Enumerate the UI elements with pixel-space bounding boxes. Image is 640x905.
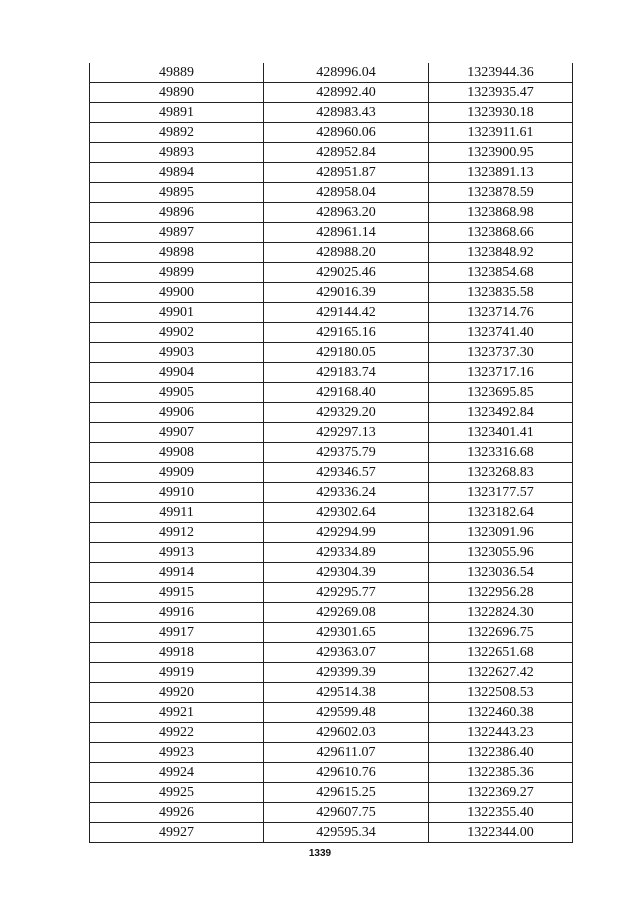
table-body bbox=[90, 63, 573, 843]
x-coordinate-cell: 428960.06 bbox=[264, 123, 429, 143]
point-id-cell: 49906 bbox=[90, 403, 264, 423]
point-id-cell: 49892 bbox=[90, 123, 264, 143]
table-row bbox=[90, 303, 573, 323]
x-coordinate-cell: 429346.57 bbox=[264, 463, 429, 483]
x-coordinate-cell: 428963.20 bbox=[264, 203, 429, 223]
point-id-cell: 49895 bbox=[90, 183, 264, 203]
x-coordinate-cell: 429297.13 bbox=[264, 423, 429, 443]
table-row bbox=[90, 723, 573, 743]
point-id-cell: 49925 bbox=[90, 783, 264, 803]
point-id-cell: 49902 bbox=[90, 323, 264, 343]
y-coordinate-cell: 1323878.59 bbox=[429, 183, 573, 203]
point-id-cell: 49927 bbox=[90, 823, 264, 843]
x-coordinate-cell: 429304.39 bbox=[264, 563, 429, 583]
table-row bbox=[90, 103, 573, 123]
table-row bbox=[90, 483, 573, 503]
table-row bbox=[90, 703, 573, 723]
x-coordinate-cell: 428958.04 bbox=[264, 183, 429, 203]
x-coordinate-cell: 429514.38 bbox=[264, 683, 429, 703]
y-coordinate-cell: 1323401.41 bbox=[429, 423, 573, 443]
table-row bbox=[90, 563, 573, 583]
x-coordinate-cell: 429610.76 bbox=[264, 763, 429, 783]
y-coordinate-cell: 1323055.96 bbox=[429, 543, 573, 563]
table-row bbox=[90, 743, 573, 763]
x-coordinate-cell: 429595.34 bbox=[264, 823, 429, 843]
table-row bbox=[90, 63, 573, 83]
x-coordinate-cell: 429607.75 bbox=[264, 803, 429, 823]
x-coordinate-cell: 429180.05 bbox=[264, 343, 429, 363]
page-number: 1339 bbox=[308, 848, 332, 859]
point-id-cell: 49916 bbox=[90, 603, 264, 623]
y-coordinate-cell: 1323268.83 bbox=[429, 463, 573, 483]
point-id-cell: 49913 bbox=[90, 543, 264, 563]
table-row bbox=[90, 183, 573, 203]
x-coordinate-cell: 429363.07 bbox=[264, 643, 429, 663]
y-coordinate-cell: 1323091.96 bbox=[429, 523, 573, 543]
y-coordinate-cell: 1323944.36 bbox=[429, 63, 573, 83]
point-id-cell: 49907 bbox=[90, 423, 264, 443]
y-coordinate-cell: 1322824.30 bbox=[429, 603, 573, 623]
point-id-cell: 49923 bbox=[90, 743, 264, 763]
y-coordinate-cell: 1322369.27 bbox=[429, 783, 573, 803]
point-id-cell: 49900 bbox=[90, 283, 264, 303]
table-row bbox=[90, 623, 573, 643]
x-coordinate-cell: 429336.24 bbox=[264, 483, 429, 503]
point-id-cell: 49921 bbox=[90, 703, 264, 723]
x-coordinate-cell: 428952.84 bbox=[264, 143, 429, 163]
y-coordinate-cell: 1322443.23 bbox=[429, 723, 573, 743]
x-coordinate-cell: 429334.89 bbox=[264, 543, 429, 563]
table-row bbox=[90, 763, 573, 783]
table-row bbox=[90, 503, 573, 523]
table-row bbox=[90, 423, 573, 443]
x-coordinate-cell: 429375.79 bbox=[264, 443, 429, 463]
y-coordinate-cell: 1322627.42 bbox=[429, 663, 573, 683]
table-row bbox=[90, 223, 573, 243]
table-row bbox=[90, 263, 573, 283]
x-coordinate-cell: 429025.46 bbox=[264, 263, 429, 283]
y-coordinate-cell: 1323036.54 bbox=[429, 563, 573, 583]
point-id-cell: 49911 bbox=[90, 503, 264, 523]
point-id-cell: 49903 bbox=[90, 343, 264, 363]
table-row bbox=[90, 343, 573, 363]
y-coordinate-cell: 1323316.68 bbox=[429, 443, 573, 463]
point-id-cell: 49919 bbox=[90, 663, 264, 683]
point-id-cell: 49898 bbox=[90, 243, 264, 263]
x-coordinate-cell: 429183.74 bbox=[264, 363, 429, 383]
y-coordinate-cell: 1323868.98 bbox=[429, 203, 573, 223]
table-row bbox=[90, 583, 573, 603]
y-coordinate-cell: 1323714.76 bbox=[429, 303, 573, 323]
point-id-cell: 49920 bbox=[90, 683, 264, 703]
table-row bbox=[90, 803, 573, 823]
table-row bbox=[90, 443, 573, 463]
y-coordinate-cell: 1323177.57 bbox=[429, 483, 573, 503]
table-row bbox=[90, 383, 573, 403]
table-row bbox=[90, 603, 573, 623]
table-row bbox=[90, 543, 573, 563]
table-row bbox=[90, 783, 573, 803]
y-coordinate-cell: 1322696.75 bbox=[429, 623, 573, 643]
y-coordinate-cell: 1323891.13 bbox=[429, 163, 573, 183]
point-id-cell: 49891 bbox=[90, 103, 264, 123]
point-id-cell: 49910 bbox=[90, 483, 264, 503]
y-coordinate-cell: 1323911.61 bbox=[429, 123, 573, 143]
point-id-cell: 49890 bbox=[90, 83, 264, 103]
y-coordinate-cell: 1323900.95 bbox=[429, 143, 573, 163]
table-row bbox=[90, 643, 573, 663]
x-coordinate-cell: 428961.14 bbox=[264, 223, 429, 243]
x-coordinate-cell: 428983.43 bbox=[264, 103, 429, 123]
y-coordinate-cell: 1323182.64 bbox=[429, 503, 573, 523]
x-coordinate-cell: 429016.39 bbox=[264, 283, 429, 303]
table-row bbox=[90, 823, 573, 843]
x-coordinate-cell: 429144.42 bbox=[264, 303, 429, 323]
x-coordinate-cell: 429329.20 bbox=[264, 403, 429, 423]
table-row bbox=[90, 683, 573, 703]
table-row bbox=[90, 163, 573, 183]
x-coordinate-cell: 429165.16 bbox=[264, 323, 429, 343]
point-id-cell: 49908 bbox=[90, 443, 264, 463]
y-coordinate-cell: 1322460.38 bbox=[429, 703, 573, 723]
point-id-cell: 49912 bbox=[90, 523, 264, 543]
x-coordinate-cell: 429615.25 bbox=[264, 783, 429, 803]
x-coordinate-cell: 429295.77 bbox=[264, 583, 429, 603]
y-coordinate-cell: 1323737.30 bbox=[429, 343, 573, 363]
point-id-cell: 49918 bbox=[90, 643, 264, 663]
table-row bbox=[90, 363, 573, 383]
y-coordinate-cell: 1322651.68 bbox=[429, 643, 573, 663]
table-row bbox=[90, 403, 573, 423]
point-id-cell: 49917 bbox=[90, 623, 264, 643]
point-id-cell: 49909 bbox=[90, 463, 264, 483]
point-id-cell: 49897 bbox=[90, 223, 264, 243]
y-coordinate-cell: 1323741.40 bbox=[429, 323, 573, 343]
y-coordinate-cell: 1322344.00 bbox=[429, 823, 573, 843]
x-coordinate-cell: 429294.99 bbox=[264, 523, 429, 543]
table-row bbox=[90, 143, 573, 163]
y-coordinate-cell: 1323935.47 bbox=[429, 83, 573, 103]
y-coordinate-cell: 1323492.84 bbox=[429, 403, 573, 423]
point-id-cell: 49889 bbox=[90, 63, 264, 83]
point-id-cell: 49924 bbox=[90, 763, 264, 783]
table-row bbox=[90, 283, 573, 303]
x-coordinate-cell: 429399.39 bbox=[264, 663, 429, 683]
table-row bbox=[90, 203, 573, 223]
point-id-cell: 49893 bbox=[90, 143, 264, 163]
table-row bbox=[90, 523, 573, 543]
point-id-cell: 49901 bbox=[90, 303, 264, 323]
y-coordinate-cell: 1322386.40 bbox=[429, 743, 573, 763]
table-row bbox=[90, 123, 573, 143]
x-coordinate-cell: 428988.20 bbox=[264, 243, 429, 263]
table-row bbox=[90, 663, 573, 683]
y-coordinate-cell: 1323717.16 bbox=[429, 363, 573, 383]
x-coordinate-cell: 428951.87 bbox=[264, 163, 429, 183]
point-id-cell: 49894 bbox=[90, 163, 264, 183]
y-coordinate-cell: 1323930.18 bbox=[429, 103, 573, 123]
x-coordinate-cell: 429302.64 bbox=[264, 503, 429, 523]
y-coordinate-cell: 1323695.85 bbox=[429, 383, 573, 403]
y-coordinate-cell: 1323835.58 bbox=[429, 283, 573, 303]
point-id-cell: 49905 bbox=[90, 383, 264, 403]
coordinate-table bbox=[89, 63, 573, 843]
point-id-cell: 49904 bbox=[90, 363, 264, 383]
point-id-cell: 49899 bbox=[90, 263, 264, 283]
x-coordinate-cell: 428992.40 bbox=[264, 83, 429, 103]
table-row bbox=[90, 83, 573, 103]
point-id-cell: 49922 bbox=[90, 723, 264, 743]
point-id-cell: 49896 bbox=[90, 203, 264, 223]
point-id-cell: 49915 bbox=[90, 583, 264, 603]
x-coordinate-cell: 429611.07 bbox=[264, 743, 429, 763]
table-row bbox=[90, 323, 573, 343]
table-row bbox=[90, 243, 573, 263]
x-coordinate-cell: 429168.40 bbox=[264, 383, 429, 403]
y-coordinate-cell: 1322385.36 bbox=[429, 763, 573, 783]
y-coordinate-cell: 1322956.28 bbox=[429, 583, 573, 603]
point-id-cell: 49926 bbox=[90, 803, 264, 823]
x-coordinate-cell: 428996.04 bbox=[264, 63, 429, 83]
point-id-cell: 49914 bbox=[90, 563, 264, 583]
y-coordinate-cell: 1323854.68 bbox=[429, 263, 573, 283]
y-coordinate-cell: 1323848.92 bbox=[429, 243, 573, 263]
x-coordinate-cell: 429301.65 bbox=[264, 623, 429, 643]
x-coordinate-cell: 429602.03 bbox=[264, 723, 429, 743]
y-coordinate-cell: 1323868.66 bbox=[429, 223, 573, 243]
x-coordinate-cell: 429599.48 bbox=[264, 703, 429, 723]
y-coordinate-cell: 1322355.40 bbox=[429, 803, 573, 823]
table-row bbox=[90, 463, 573, 483]
y-coordinate-cell: 1322508.53 bbox=[429, 683, 573, 703]
x-coordinate-cell: 429269.08 bbox=[264, 603, 429, 623]
